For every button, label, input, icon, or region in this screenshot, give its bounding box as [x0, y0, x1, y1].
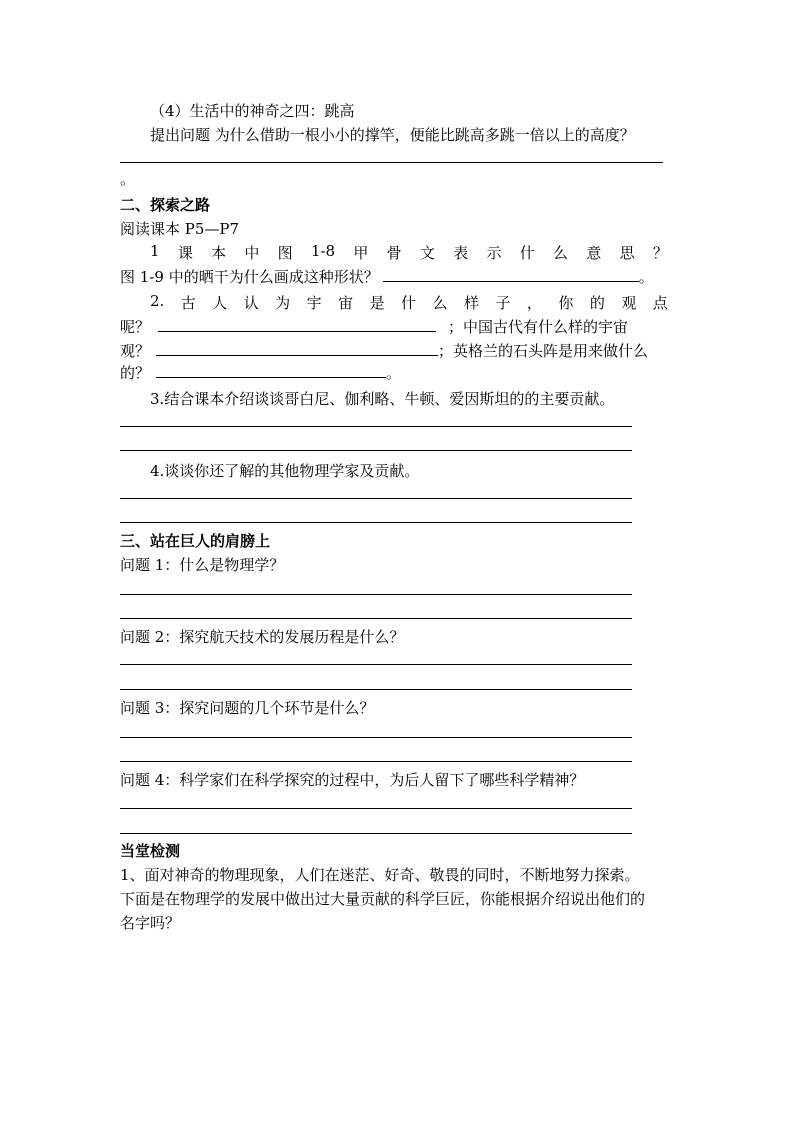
q2-char: 2.	[150, 292, 165, 310]
q2-blank[interactable]	[156, 340, 438, 356]
q2-char: 认	[243, 294, 259, 312]
q2-char: 你	[558, 294, 574, 312]
q2-char: 古	[180, 294, 196, 312]
q1-text: 图 1-9 中的晒干为什么画成这种形状？	[120, 268, 379, 286]
q2-text: 的？	[120, 364, 151, 382]
reading-instruction: 阅读课本 P5—P7	[120, 220, 240, 238]
q2-char: 是	[369, 294, 385, 312]
q2-line1	[150, 292, 668, 313]
q2-text: 观？	[120, 342, 151, 360]
answer-line[interactable]	[120, 689, 632, 690]
question-4: 问题 4：科学家们在科学探究的过程中，为后人留下了哪些科学精神？	[120, 771, 585, 789]
q1-char: 骨	[386, 244, 402, 262]
q1-blank[interactable]	[383, 266, 639, 282]
q2-char: 子	[495, 294, 511, 312]
check-line-3: 名字吗？	[120, 914, 181, 932]
q2-char: 宇	[306, 294, 322, 312]
q1-char: ？	[652, 244, 668, 262]
q2-blank[interactable]	[158, 316, 436, 332]
answer-line[interactable]	[120, 761, 632, 762]
q1-char: 课	[177, 244, 193, 262]
answer-line[interactable]	[120, 498, 632, 499]
q1-char: 本	[211, 244, 227, 262]
q2-line2	[120, 316, 628, 337]
check-heading: 当堂检测	[120, 842, 181, 860]
q1-end: 。	[638, 268, 654, 286]
q2-char: ，	[526, 294, 542, 312]
q2-line3	[120, 340, 648, 361]
q2-char: 为	[275, 294, 291, 312]
q1-char: 表	[453, 244, 469, 262]
answer-line[interactable]	[120, 426, 632, 427]
q1-char: 什	[519, 244, 535, 262]
answer-line[interactable]	[120, 833, 632, 834]
q2-char: 人	[212, 294, 228, 312]
answer-line[interactable]	[120, 664, 632, 665]
q4-text: 4.谈谈你还了解的其他物理学家及贡献。	[150, 462, 420, 480]
answer-line[interactable]	[120, 618, 632, 619]
q2-text: ；中国古代有什么样的宇宙	[448, 318, 629, 336]
q1-char: 意	[586, 244, 602, 262]
section2-heading: 二、探索之路	[120, 196, 211, 214]
q2-char: 样	[463, 294, 479, 312]
q2-text: ；英格兰的石头阵是用来做什么	[438, 342, 649, 360]
q2-char: 观	[621, 294, 637, 312]
q1-line2	[120, 266, 654, 287]
end-mark: 。	[120, 170, 136, 188]
check-line-1: 1、面对神奇的物理现象，人们在迷茫、好奇、敬畏的同时，不断地努力探索。	[120, 866, 640, 884]
answer-line[interactable]	[120, 522, 632, 523]
part4-title: （4）生活中的神奇之四：跳高	[150, 102, 355, 120]
q2-char: 点	[652, 294, 668, 312]
q1-char: 中	[244, 244, 260, 262]
section3-heading: 三、站在巨人的肩膀上	[120, 532, 271, 550]
answer-line[interactable]	[120, 737, 632, 738]
answer-line[interactable]	[120, 162, 663, 163]
q2-end: 。	[386, 364, 402, 382]
q1-char: 么	[553, 244, 569, 262]
answer-line[interactable]	[120, 594, 632, 595]
q2-line4	[120, 362, 401, 383]
question-1: 问题 1：什么是物理学？	[120, 556, 285, 574]
question-2: 问题 2：探究航天技术的发展历程是什么？	[120, 628, 405, 646]
q2-char: 什	[401, 294, 417, 312]
q2-char: 宙	[338, 294, 354, 312]
q1-char: 甲	[353, 244, 369, 262]
question-3: 问题 3：探究问题的几个环节是什么？	[120, 699, 375, 717]
answer-line[interactable]	[120, 808, 632, 809]
q1-char: 1-8	[310, 242, 336, 260]
q3-text: 3.结合课本介绍谈谈哥白尼、伽利略、牛顿、爱因斯坦的的主要贡献。	[150, 390, 615, 408]
q1-char: 1	[150, 242, 160, 260]
q1-char: 图	[277, 244, 293, 262]
part4-question: 提出问题 为什么借助一根小小的撑竿，便能比跳高多跳一倍以上的高度？	[150, 126, 635, 144]
q1-line1	[150, 242, 668, 263]
q2-text: 呢？	[120, 318, 151, 336]
q2-blank[interactable]	[156, 362, 386, 378]
answer-line[interactable]	[120, 450, 632, 451]
check-line-2: 下面是在物理学的发展中做出过大量贡献的科学巨匠，你能根据介绍说出他们的	[120, 890, 646, 908]
q1-char: 示	[486, 244, 502, 262]
q1-char: 思	[619, 244, 635, 262]
q2-char: 的	[589, 294, 605, 312]
q1-char: 文	[419, 244, 435, 262]
q2-char: 么	[432, 294, 448, 312]
